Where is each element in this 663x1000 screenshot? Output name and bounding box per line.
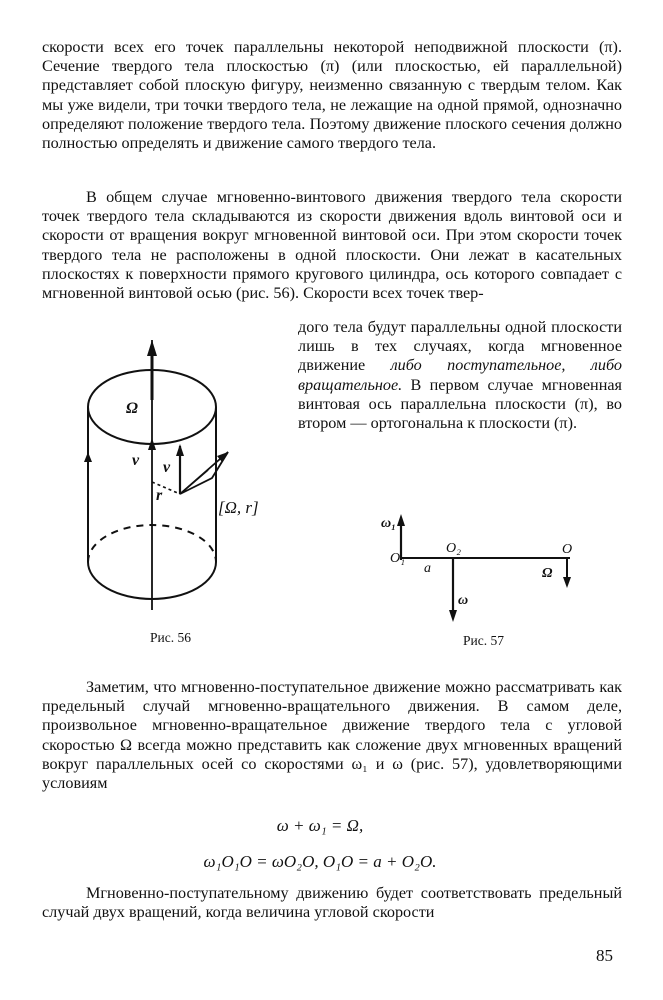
cylinder-top-ellipse (88, 370, 216, 444)
caption-figure-57: Рис. 57 (463, 633, 504, 648)
italic-emphasis: либо поступательное, либо вращательное. (298, 356, 622, 394)
omega-arrowhead (449, 610, 457, 622)
v-axis-arrowhead (148, 438, 156, 450)
label-omega1: ω₁ (381, 516, 397, 531)
equation-angular-sum: ω + ω₁ = Ω, (276, 816, 364, 835)
paragraph-limit-case: Заметим, что мгновенно-поступательное движение можно рассматривать как предельный случай мгновенно-вращательного движения. В самом деле, произвольное мгновенно-вращательное движение твердого тела с угловой скоростью Ω всегда можно представить как сложение двух мгновенных вращений вокруг параллельных осей со скоростями ω₁ и ω (рис. 57), удовлетворяющими условиям (42, 678, 622, 793)
label-O1: O₁ (390, 551, 405, 566)
caption-figure-56: Рис. 56 (150, 630, 191, 645)
label-cross-product: [Ω, r] (218, 498, 259, 517)
velocity-inner-line (180, 470, 208, 494)
label-omega: Ω (126, 400, 138, 417)
text-run: дого тела будут параллельны одной плоскости лишь в тех случаях, когда мгновенное движение (298, 318, 622, 375)
paragraph-plane-motion: скорости всех его точек параллельны некоторой неподвижной плоскости (π). Сечение твердого тела плоскостью (π) (или плоскостью, ей параллельной) представляет собой плоскую фигуру, неизменно связанную с твердым телом. Как мы уже видели, три точки твердого тела, не лежащие на одной прямой, однозначно определяют положение твердого тела. Поэтому движение плоского сечения должно полностью определять и движение самого твердого тела. (42, 38, 622, 153)
page-number: 85 (596, 946, 613, 965)
cylinder-bottom-front-arc (88, 562, 216, 599)
equation-moment-balance: ω₁O₁O = ωO₂O, O₁O = a + O₂O. (203, 852, 437, 871)
velocity-triangle (180, 452, 228, 494)
omega1-arrowhead (397, 514, 405, 526)
velocity-hatch (203, 452, 228, 474)
label-a: a (424, 561, 431, 576)
paragraph-screw-motion: В общем случае мгновенно-винтового движения твердого тела скорости точек твердого тела складываются из скорости движения вдоль винтовой оси и скорости от вращения вокруг мгновенной винтовой оси. При этом скорости точек твердого тела не расположены в одной плоскости. Они лежат в касательных плоскостях к поверхности прямого кругового цилиндра, ось которого совпадает с мгновенной винтовой осью (рис. 56). Скорости всех точек твер- (42, 188, 622, 303)
label-omega: ω (458, 593, 469, 608)
label-O2: O₂ (446, 541, 461, 556)
label-v-axis: v (132, 452, 140, 469)
label-O: O (562, 542, 573, 557)
radius-line (152, 482, 180, 494)
Omega-arrowhead (563, 577, 571, 588)
label-r: r (156, 487, 163, 504)
v-arrowhead (176, 444, 184, 456)
label-v: v (163, 459, 171, 476)
cylinder-bottom-back-arc (88, 525, 216, 562)
text-run: В первом случае мгновенная винтовая ось параллельна плоскости (π), во втором — ортогональна к плоскости (π). (298, 375, 622, 433)
omega-arrowhead (147, 340, 157, 356)
cross-arrowhead (217, 452, 228, 462)
label-Omega: Ω (542, 566, 553, 581)
paragraph-screw-motion-continued (298, 318, 622, 433)
paragraph-translational-limit: Мгновенно-поступательному движению будет соответствовать предельный случай двух вращений, когда величина угловой скорости (42, 884, 622, 922)
side-arrowhead (84, 452, 92, 462)
